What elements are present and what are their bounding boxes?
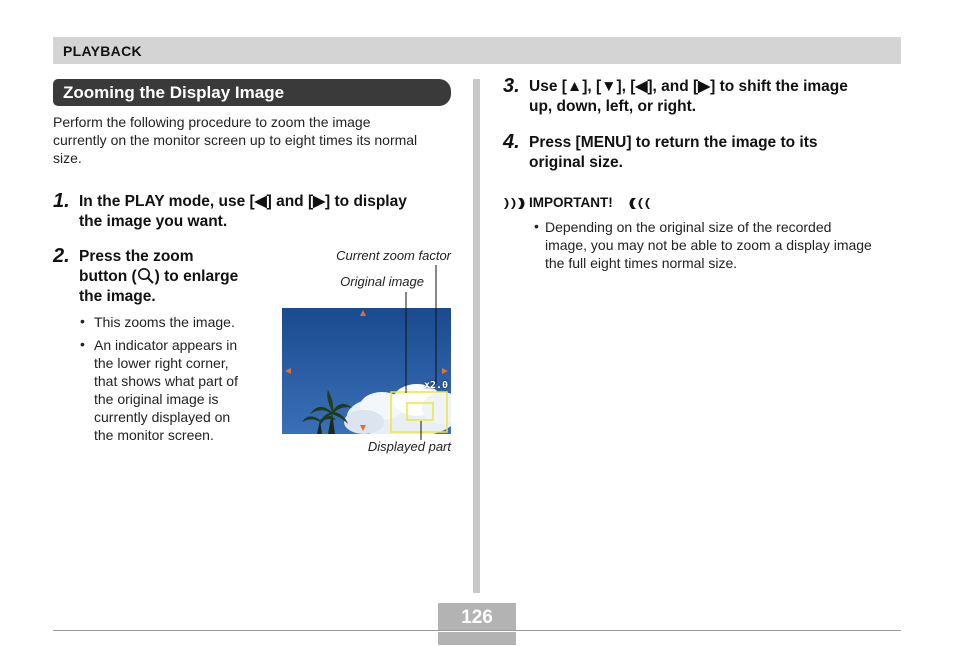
caption-original-image: Original image (340, 274, 424, 289)
caption-displayed-part: Displayed part (367, 439, 451, 454)
caption-zoom-factor: Current zoom factor (336, 248, 451, 263)
bullet-dot: • (80, 313, 85, 329)
important-line: image, you may not be able to zoom a display image (545, 237, 872, 253)
bullet-line: This zooms the image. (94, 314, 235, 330)
step-1-number: 1. (53, 190, 70, 212)
important-marker-left-icon (503, 197, 527, 210)
step-2-line: the image. (79, 288, 156, 305)
step-4-number: 4. (503, 131, 520, 153)
step-4-text (529, 133, 909, 173)
page-number-box (438, 603, 516, 645)
step-2-line-part: ) to enlarge (154, 268, 239, 285)
bullet-line: that shows what part of (94, 373, 238, 389)
important-note (545, 218, 905, 272)
bullet-dot: • (534, 218, 539, 234)
page-number: 126 (461, 607, 493, 628)
important-line: Depending on the original size of the recorded (545, 219, 832, 235)
intro-line: currently on the monitor screen up to eight times its normal (53, 132, 418, 148)
zoom-factor-label: x2.0 (424, 380, 449, 391)
column-divider (473, 79, 480, 593)
important-label: IMPORTANT! (529, 195, 613, 210)
step-3-number: 3. (503, 75, 520, 97)
important-marker-right-icon (627, 197, 651, 210)
step-4-line: original size. (529, 154, 623, 171)
bullet-line: currently displayed on (94, 409, 231, 425)
bullet-line: the lower right corner, (94, 355, 229, 371)
step-4-line: Press [MENU] to return the image to its (529, 134, 818, 151)
important-line: the full eight times normal size. (545, 255, 738, 271)
step-2-line-part: button ( (79, 268, 137, 285)
step-3-text (529, 77, 909, 117)
section-title: Zooming the Display Image (63, 83, 285, 102)
bullet-dot: • (80, 336, 85, 352)
step-2-number: 2. (53, 245, 70, 267)
page-number-tab-lower (438, 632, 516, 645)
step-2-line: Press the zoom (79, 248, 194, 265)
intro-line: size. (53, 150, 82, 166)
bullet-line: the original image is (94, 391, 219, 407)
intro-line: Perform the following procedure to zoom the image (53, 114, 371, 130)
header-label: PLAYBACK (63, 43, 142, 59)
step-1-line: In the PLAY mode, use [◀] and [▶] to display (79, 193, 407, 210)
bullet-line: the monitor screen. (94, 427, 214, 443)
step-3-line: up, down, left, or right. (529, 98, 697, 115)
step-3-line: Use [▲], [▼], [◀], and [▶] to shift the image (529, 78, 848, 95)
step-1-line: the image you want. (79, 213, 228, 230)
bullet-line: An indicator appears in (94, 337, 238, 353)
